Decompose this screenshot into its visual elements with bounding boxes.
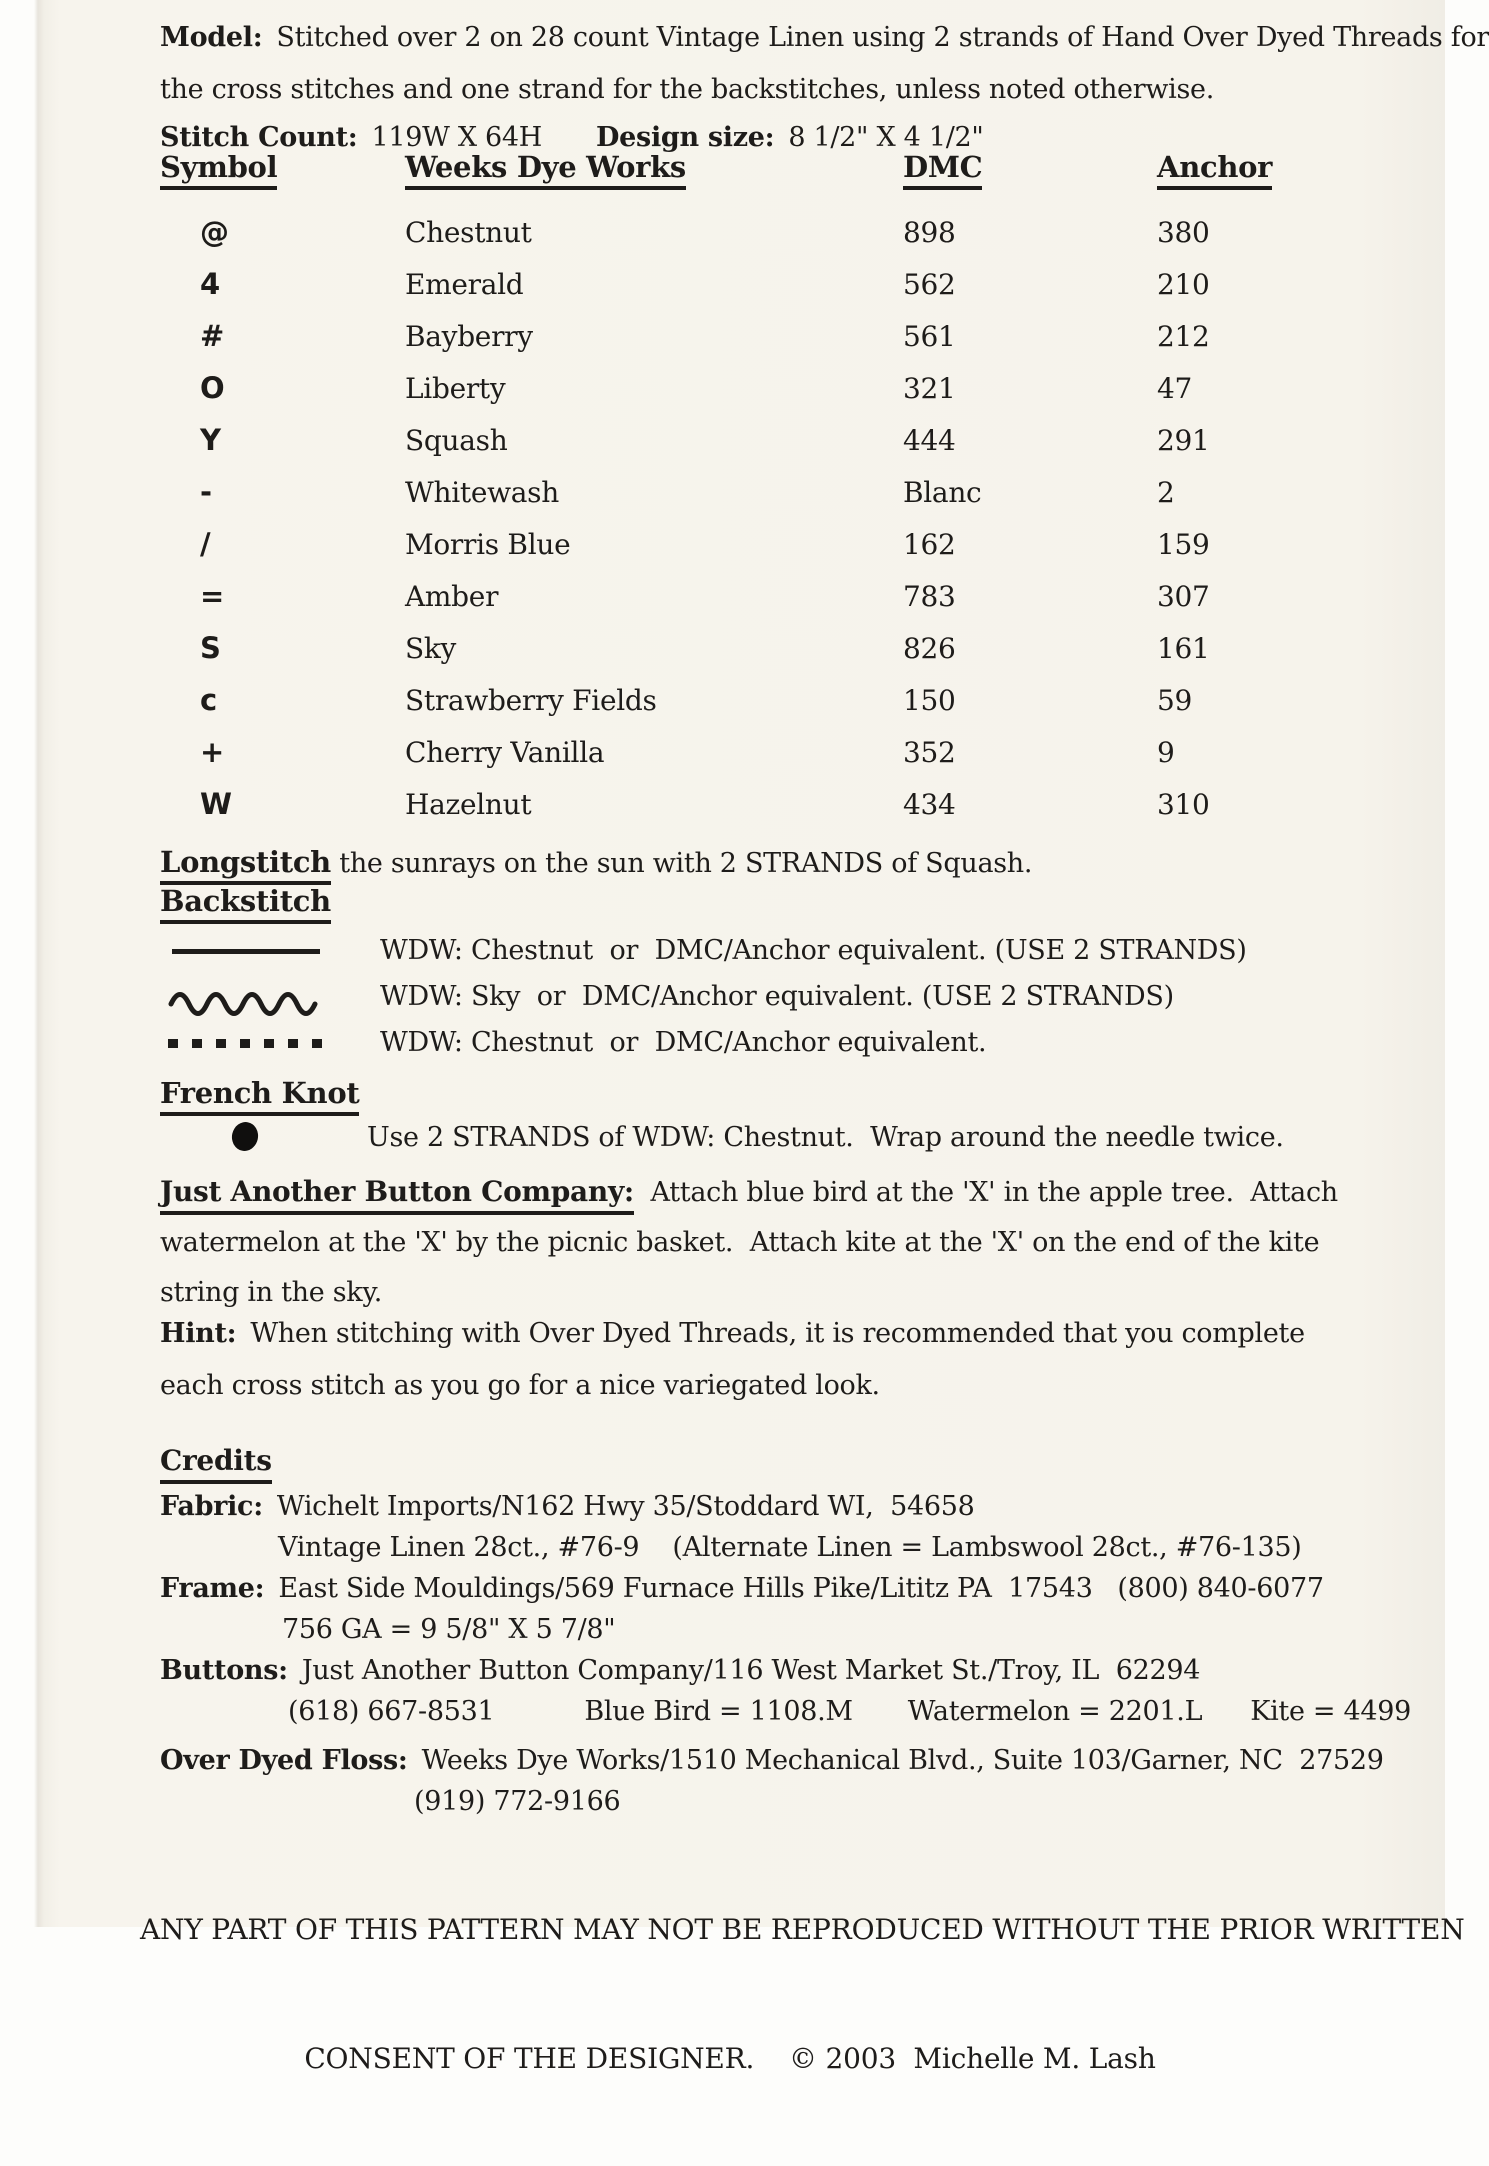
credit-floss-line-2 <box>160 1781 1411 1822</box>
credit-floss-line-1: Over Dyed Floss: Weeks Dye Works/1510 Mechanical Blvd., Suite 103/Garner, NC 27529 <box>160 1745 1384 1776</box>
credits-body <box>160 1486 1411 1822</box>
table-row: c Strawberry Fields 150 59 <box>160 674 1400 726</box>
buttons-label: Buttons: <box>160 1655 288 1686</box>
hint-paragraph: Hint: When stitching with Over Dyed Threads, it is recommended that you complete each cross stitch as you go for a nice variegated look. <box>160 1318 1305 1401</box>
fabric-label: Fabric: <box>160 1491 263 1522</box>
bluebird-code: Blue Bird = 1108.M <box>584 1696 853 1727</box>
backstitch-row: WDW: Chestnut or DMC/Anchor equivalent. (USE 2 STRANDS) <box>160 928 1400 974</box>
table-row: O Liberty 321 47 <box>160 362 1400 414</box>
kite-code: Kite = 4499 <box>1250 1696 1412 1727</box>
french-knot-row: Use 2 STRANDS of WDW: Chestnut. Wrap around the needle twice. <box>160 1116 1400 1160</box>
french-knot-dot-icon <box>229 1119 260 1153</box>
symbol-glyph: O <box>200 371 225 405</box>
model-label: Model: <box>160 22 263 53</box>
table-row: S Sky 826 161 <box>160 622 1400 674</box>
model-line-1: Model: Stitched over 2 on 28 count Vintage Linen using 2 strands of Hand Over Dyed Threads for <box>160 22 1489 53</box>
wavy-line-icon <box>168 982 320 1012</box>
longstitch-label: Longstitch <box>160 845 331 885</box>
symbol-glyph: / <box>200 527 211 561</box>
table-row: @ Chestnut 898 380 <box>160 206 1400 258</box>
symbol-glyph: 4 <box>200 267 221 301</box>
symbol-glyph: c <box>200 683 218 717</box>
model-line-2: the cross stitches and one strand for the backstitches, unless noted otherwise. <box>160 74 1214 105</box>
copyright-line-1: ANY PART OF THIS PATTERN MAY NOT BE REPRODUCED WITHOUT THE PRIOR WRITTEN <box>140 1913 1465 1946</box>
dotted-line-icon <box>168 1039 328 1048</box>
floss-key-table <box>160 150 1400 830</box>
floss-phone: (919) 772-9166 <box>414 1786 621 1817</box>
copyright-notice <box>140 1822 1465 2166</box>
column-header-symbol: Symbol <box>160 150 277 190</box>
credit-buttons-line-1: Buttons: Just Another Button Company/116 West Market St./Troy, IL 62294 <box>160 1655 1201 1686</box>
backstitch-row: WDW: Sky or DMC/Anchor equivalent. (USE 2 STRANDS) <box>160 974 1400 1020</box>
backstitch-key <box>160 928 1400 1066</box>
hint-label: Hint: <box>160 1318 237 1349</box>
credit-frame-line-1: Frame: East Side Mouldings/569 Furnace Hills Pike/Lititz PA 17543 (800) 840-6077 <box>160 1573 1324 1604</box>
buttons-phone: (618) 667-8531 <box>288 1696 495 1727</box>
design-size-label: Design size: <box>596 122 775 153</box>
credits-heading: Credits <box>160 1444 272 1484</box>
column-header-anchor: Anchor <box>1157 150 1272 190</box>
frame-label: Frame: <box>160 1573 265 1604</box>
longstitch-note: Longstitch the sunrays on the sun with 2 STRANDS of Squash. <box>160 838 1032 890</box>
symbol-glyph: Y <box>200 423 221 457</box>
credit-fabric-line-1: Fabric: Wichelt Imports/N162 Hwy 35/Stoddard WI, 54658 <box>160 1491 975 1522</box>
symbol-glyph: + <box>200 735 225 769</box>
symbol-glyph: = <box>200 579 225 613</box>
credit-buttons-line-2 <box>160 1691 1411 1732</box>
table-row: + Cherry Vanilla 352 9 <box>160 726 1400 778</box>
watermelon-code: Watermelon = 2201.L <box>907 1696 1203 1727</box>
table-row: W Hazelnut 434 310 <box>160 778 1400 830</box>
symbol-glyph: S <box>200 631 221 665</box>
table-row: = Amber 783 307 <box>160 570 1400 622</box>
table-row: 4 Emerald 562 210 <box>160 258 1400 310</box>
floss-label: Over Dyed Floss: <box>160 1745 408 1776</box>
copyright-line-2: CONSENT OF THE DESIGNER. © 2003 Michelle M. Lash <box>304 2042 1156 2075</box>
solid-line-icon <box>172 949 320 954</box>
model-paragraph <box>160 12 1489 116</box>
symbol-glyph: W <box>200 787 232 821</box>
credit-frame-line-2: 756 GA = 9 5/8" X 5 7/8" <box>282 1614 616 1645</box>
table-row: / Morris Blue 162 159 <box>160 518 1400 570</box>
stitch-count-label: Stitch Count: <box>160 122 358 153</box>
symbol-glyph: - <box>200 475 213 509</box>
floss-table-header <box>160 150 1400 206</box>
button-company-paragraph: Just Another Button Company: Attach blue bird at the 'X' in the apple tree. Attach watermelon at the 'X' by the picnic basket. Attach kite at the 'X' on the end of the kite string in the sky. <box>160 1175 1338 1308</box>
button-company-label: Just Another Button Company: <box>160 1175 634 1215</box>
column-header-dmc: DMC <box>903 150 982 190</box>
table-row: - Whitewash Blanc 2 <box>160 466 1400 518</box>
design-size-value: 8 1/2" X 4 1/2" <box>788 122 984 153</box>
table-row: Y Squash 444 291 <box>160 414 1400 466</box>
symbol-glyph: # <box>200 319 225 353</box>
credit-fabric-line-2: Vintage Linen 28ct., #76-9 (Alternate Linen = Lambswool 28ct., #76-135) <box>278 1532 1302 1563</box>
french-knot-heading: French Knot <box>160 1076 359 1116</box>
stitch-count-value: 119W X 64H <box>371 122 543 153</box>
backstitch-heading: Backstitch <box>160 884 331 924</box>
column-header-brand: Weeks Dye Works <box>405 150 686 190</box>
table-row: # Bayberry 561 212 <box>160 310 1400 362</box>
backstitch-row: WDW: Chestnut or DMC/Anchor equivalent. <box>160 1020 1400 1066</box>
symbol-glyph: @ <box>200 215 229 249</box>
